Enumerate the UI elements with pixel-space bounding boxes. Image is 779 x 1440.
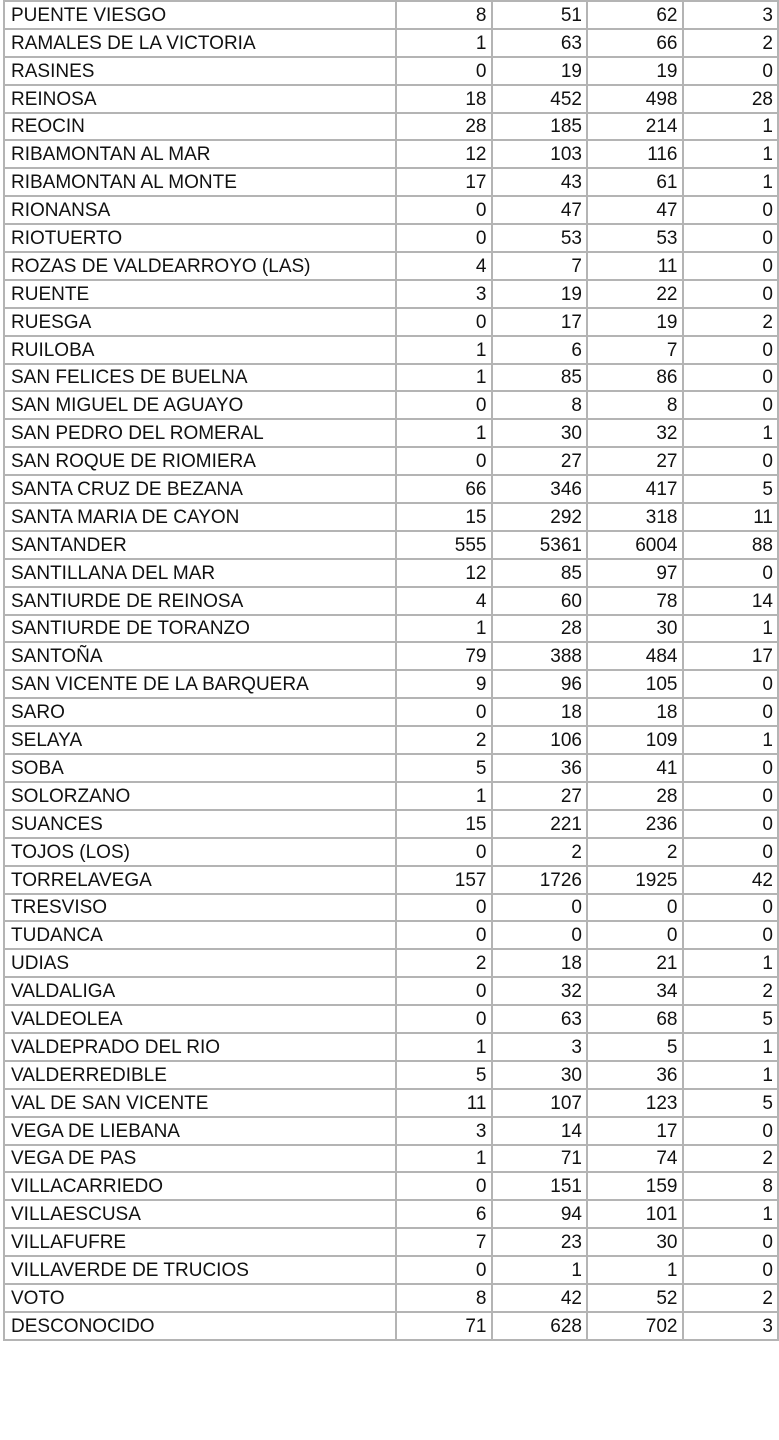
value-cell-2[interactable]: 19 xyxy=(492,57,588,85)
municipality-name-cell[interactable]: TOJOS (LOS) xyxy=(4,838,396,866)
value-cell-3[interactable]: 52 xyxy=(587,1284,683,1312)
value-cell-1[interactable]: 0 xyxy=(396,1256,492,1284)
value-cell-2[interactable]: 53 xyxy=(492,224,588,252)
table-row xyxy=(4,866,778,894)
value-cell-2[interactable]: 8 xyxy=(492,391,588,419)
value-cell-3[interactable]: 86 xyxy=(587,364,683,392)
municipality-name-cell[interactable]: SANTA CRUZ DE BEZANA xyxy=(4,475,396,503)
value-cell-4[interactable]: 0 xyxy=(683,1228,779,1256)
value-cell-4[interactable]: 2 xyxy=(683,977,779,1005)
value-cell-2[interactable]: 628 xyxy=(492,1312,588,1340)
table-row xyxy=(4,29,778,57)
value-cell-2[interactable]: 103 xyxy=(492,140,588,168)
value-cell-3[interactable]: 32 xyxy=(587,419,683,447)
municipality-name-cell[interactable]: VALDALIGA xyxy=(4,977,396,1005)
value-cell-3[interactable]: 19 xyxy=(587,57,683,85)
value-cell-1[interactable]: 66 xyxy=(396,475,492,503)
table-row xyxy=(4,1228,778,1256)
value-cell-3[interactable]: 116 xyxy=(587,140,683,168)
municipality-name-cell[interactable]: SOLORZANO xyxy=(4,782,396,810)
table-row xyxy=(4,782,778,810)
value-cell-4[interactable]: 0 xyxy=(683,57,779,85)
value-cell-4[interactable]: 5 xyxy=(683,1005,779,1033)
municipality-name-cell[interactable]: SANTA MARIA DE CAYON xyxy=(4,503,396,531)
value-cell-2[interactable]: 388 xyxy=(492,642,588,670)
value-cell-3[interactable]: 34 xyxy=(587,977,683,1005)
value-cell-2[interactable]: 96 xyxy=(492,670,588,698)
value-cell-1[interactable]: 0 xyxy=(396,57,492,85)
value-cell-1[interactable]: 0 xyxy=(396,698,492,726)
value-cell-1[interactable]: 0 xyxy=(396,447,492,475)
value-cell-3[interactable]: 18 xyxy=(587,698,683,726)
value-cell-3[interactable]: 6004 xyxy=(587,531,683,559)
value-cell-4[interactable]: 0 xyxy=(683,921,779,949)
value-cell-4[interactable]: 0 xyxy=(683,782,779,810)
value-cell-3[interactable]: 41 xyxy=(587,754,683,782)
table-row xyxy=(4,642,778,670)
municipality-name-cell[interactable]: SAN ROQUE DE RIOMIERA xyxy=(4,447,396,475)
table-row xyxy=(4,1312,778,1340)
value-cell-4[interactable]: 0 xyxy=(683,391,779,419)
value-cell-2[interactable]: 30 xyxy=(492,419,588,447)
municipality-name-cell[interactable]: SANTILLANA DEL MAR xyxy=(4,559,396,587)
value-cell-1[interactable]: 15 xyxy=(396,503,492,531)
value-cell-3[interactable]: 17 xyxy=(587,1117,683,1145)
value-cell-3[interactable]: 21 xyxy=(587,949,683,977)
table-row xyxy=(4,1089,778,1117)
value-cell-2[interactable]: 63 xyxy=(492,1005,588,1033)
table-row xyxy=(4,921,778,949)
value-cell-2[interactable]: 18 xyxy=(492,698,588,726)
table-row xyxy=(4,1033,778,1061)
value-cell-1[interactable]: 0 xyxy=(396,391,492,419)
value-cell-1[interactable]: 1 xyxy=(396,1033,492,1061)
value-cell-1[interactable]: 0 xyxy=(396,308,492,336)
value-cell-1[interactable]: 4 xyxy=(396,252,492,280)
value-cell-4[interactable]: 0 xyxy=(683,196,779,224)
municipality-name-cell[interactable]: VAL DE SAN VICENTE xyxy=(4,1089,396,1117)
value-cell-2[interactable]: 151 xyxy=(492,1172,588,1200)
value-cell-3[interactable]: 28 xyxy=(587,782,683,810)
value-cell-3[interactable]: 0 xyxy=(587,894,683,922)
value-cell-4[interactable]: 0 xyxy=(683,1117,779,1145)
value-cell-3[interactable]: 0 xyxy=(587,921,683,949)
municipality-name-cell[interactable]: SANTOÑA xyxy=(4,642,396,670)
table-row xyxy=(4,1061,778,1089)
value-cell-3[interactable]: 22 xyxy=(587,280,683,308)
value-cell-2[interactable]: 51 xyxy=(492,1,588,29)
table-row xyxy=(4,1117,778,1145)
value-cell-4[interactable]: 1 xyxy=(683,1033,779,1061)
value-cell-1[interactable]: 5 xyxy=(396,754,492,782)
value-cell-4[interactable]: 8 xyxy=(683,1172,779,1200)
value-cell-3[interactable]: 27 xyxy=(587,447,683,475)
municipality-name-cell[interactable]: RIOTUERTO xyxy=(4,224,396,252)
value-cell-2[interactable]: 28 xyxy=(492,615,588,643)
value-cell-1[interactable]: 1 xyxy=(396,29,492,57)
value-cell-4[interactable]: 0 xyxy=(683,1256,779,1284)
value-cell-2[interactable]: 63 xyxy=(492,29,588,57)
value-cell-1[interactable]: 12 xyxy=(396,140,492,168)
value-cell-1[interactable]: 555 xyxy=(396,531,492,559)
municipality-name-cell[interactable]: VEGA DE LIEBANA xyxy=(4,1117,396,1145)
value-cell-1[interactable]: 0 xyxy=(396,838,492,866)
table-row xyxy=(4,949,778,977)
value-cell-1[interactable]: 8 xyxy=(396,1,492,29)
value-cell-1[interactable]: 0 xyxy=(396,894,492,922)
municipality-name-cell[interactable]: VALDERREDIBLE xyxy=(4,1061,396,1089)
value-cell-2[interactable]: 5361 xyxy=(492,531,588,559)
value-cell-3[interactable]: 30 xyxy=(587,1228,683,1256)
municipality-name-cell[interactable]: VILLAESCUSA xyxy=(4,1200,396,1228)
value-cell-2[interactable]: 36 xyxy=(492,754,588,782)
value-cell-2[interactable]: 106 xyxy=(492,726,588,754)
value-cell-1[interactable]: 1 xyxy=(396,419,492,447)
value-cell-4[interactable]: 1 xyxy=(683,949,779,977)
municipality-name-cell[interactable]: PUENTE VIESGO xyxy=(4,1,396,29)
value-cell-3[interactable]: 2 xyxy=(587,838,683,866)
value-cell-4[interactable]: 0 xyxy=(683,364,779,392)
value-cell-1[interactable]: 0 xyxy=(396,977,492,1005)
value-cell-1[interactable]: 28 xyxy=(396,113,492,141)
value-cell-4[interactable]: 14 xyxy=(683,587,779,615)
value-cell-2[interactable]: 17 xyxy=(492,308,588,336)
table-row xyxy=(4,1200,778,1228)
municipality-name-cell[interactable]: RASINES xyxy=(4,57,396,85)
value-cell-4[interactable]: 0 xyxy=(683,559,779,587)
value-cell-2[interactable]: 107 xyxy=(492,1089,588,1117)
table-row xyxy=(4,196,778,224)
value-cell-4[interactable]: 0 xyxy=(683,224,779,252)
table-row xyxy=(4,1,778,29)
value-cell-2[interactable]: 1 xyxy=(492,1256,588,1284)
value-cell-4[interactable]: 1 xyxy=(683,1200,779,1228)
municipality-name-cell[interactable]: SAN PEDRO DEL ROMERAL xyxy=(4,419,396,447)
value-cell-2[interactable]: 14 xyxy=(492,1117,588,1145)
value-cell-4[interactable]: 1 xyxy=(683,140,779,168)
table-row xyxy=(4,754,778,782)
value-cell-4[interactable]: 0 xyxy=(683,252,779,280)
value-cell-3[interactable]: 97 xyxy=(587,559,683,587)
value-cell-4[interactable]: 0 xyxy=(683,670,779,698)
value-cell-1[interactable]: 18 xyxy=(396,85,492,113)
municipality-name-cell[interactable]: SAN VICENTE DE LA BARQUERA xyxy=(4,670,396,698)
value-cell-3[interactable]: 66 xyxy=(587,29,683,57)
value-cell-3[interactable]: 7 xyxy=(587,336,683,364)
value-cell-1[interactable]: 7 xyxy=(396,1228,492,1256)
table-row xyxy=(4,1145,778,1173)
value-cell-3[interactable]: 159 xyxy=(587,1172,683,1200)
value-cell-4[interactable]: 2 xyxy=(683,308,779,336)
value-cell-4[interactable]: 11 xyxy=(683,503,779,531)
value-cell-4[interactable]: 5 xyxy=(683,1089,779,1117)
table-row xyxy=(4,1172,778,1200)
value-cell-4[interactable]: 0 xyxy=(683,754,779,782)
municipality-name-cell[interactable]: SANTIURDE DE REINOSA xyxy=(4,587,396,615)
value-cell-4[interactable]: 17 xyxy=(683,642,779,670)
value-cell-4[interactable]: 5 xyxy=(683,475,779,503)
value-cell-2[interactable]: 60 xyxy=(492,587,588,615)
value-cell-1[interactable]: 1 xyxy=(396,782,492,810)
table-body xyxy=(4,1,778,1340)
value-cell-3[interactable]: 5 xyxy=(587,1033,683,1061)
value-cell-1[interactable]: 9 xyxy=(396,670,492,698)
value-cell-1[interactable]: 1 xyxy=(396,364,492,392)
table-row xyxy=(4,224,778,252)
municipality-name-cell[interactable]: VILLAVERDE DE TRUCIOS xyxy=(4,1256,396,1284)
table-row xyxy=(4,615,778,643)
municipality-name-cell[interactable]: VEGA DE PAS xyxy=(4,1145,396,1173)
table-row xyxy=(4,308,778,336)
municipality-name-cell[interactable]: RAMALES DE LA VICTORIA xyxy=(4,29,396,57)
municipality-table xyxy=(3,0,779,1341)
value-cell-4[interactable]: 1 xyxy=(683,168,779,196)
value-cell-3[interactable]: 498 xyxy=(587,85,683,113)
value-cell-3[interactable]: 318 xyxy=(587,503,683,531)
value-cell-2[interactable]: 3 xyxy=(492,1033,588,1061)
value-cell-4[interactable]: 1 xyxy=(683,113,779,141)
table-row xyxy=(4,894,778,922)
value-cell-4[interactable]: 2 xyxy=(683,1284,779,1312)
table-row xyxy=(4,391,778,419)
value-cell-3[interactable]: 417 xyxy=(587,475,683,503)
table-row xyxy=(4,559,778,587)
municipality-name-cell[interactable]: SARO xyxy=(4,698,396,726)
table-row xyxy=(4,475,778,503)
table-row xyxy=(4,838,778,866)
value-cell-4[interactable]: 2 xyxy=(683,29,779,57)
value-cell-4[interactable]: 1 xyxy=(683,615,779,643)
municipality-name-cell[interactable]: VILLAFUFRE xyxy=(4,1228,396,1256)
value-cell-3[interactable]: 105 xyxy=(587,670,683,698)
municipality-name-cell[interactable]: SANTIURDE DE TORANZO xyxy=(4,615,396,643)
value-cell-1[interactable]: 17 xyxy=(396,168,492,196)
value-cell-4[interactable]: 42 xyxy=(683,866,779,894)
value-cell-3[interactable]: 74 xyxy=(587,1145,683,1173)
value-cell-3[interactable]: 484 xyxy=(587,642,683,670)
value-cell-1[interactable]: 0 xyxy=(396,1005,492,1033)
table-row xyxy=(4,140,778,168)
value-cell-3[interactable]: 53 xyxy=(587,224,683,252)
value-cell-4[interactable]: 2 xyxy=(683,1145,779,1173)
value-cell-2[interactable]: 18 xyxy=(492,949,588,977)
value-cell-1[interactable]: 3 xyxy=(396,1117,492,1145)
value-cell-4[interactable]: 0 xyxy=(683,698,779,726)
value-cell-1[interactable]: 3 xyxy=(396,280,492,308)
value-cell-2[interactable]: 43 xyxy=(492,168,588,196)
table-row xyxy=(4,364,778,392)
table-row xyxy=(4,336,778,364)
table-row xyxy=(4,113,778,141)
table-row xyxy=(4,85,778,113)
value-cell-3[interactable]: 47 xyxy=(587,196,683,224)
value-cell-2[interactable]: 185 xyxy=(492,113,588,141)
value-cell-2[interactable]: 221 xyxy=(492,810,588,838)
municipality-name-cell[interactable]: RIBAMONTAN AL MAR xyxy=(4,140,396,168)
municipality-name-cell[interactable]: TRESVISO xyxy=(4,894,396,922)
value-cell-1[interactable]: 71 xyxy=(396,1312,492,1340)
value-cell-2[interactable]: 346 xyxy=(492,475,588,503)
value-cell-2[interactable]: 85 xyxy=(492,364,588,392)
value-cell-2[interactable]: 0 xyxy=(492,894,588,922)
value-cell-2[interactable]: 23 xyxy=(492,1228,588,1256)
value-cell-3[interactable]: 236 xyxy=(587,810,683,838)
municipality-name-cell[interactable]: UDIAS xyxy=(4,949,396,977)
table-row xyxy=(4,531,778,559)
value-cell-4[interactable]: 1 xyxy=(683,1061,779,1089)
value-cell-4[interactable]: 0 xyxy=(683,447,779,475)
value-cell-1[interactable]: 15 xyxy=(396,810,492,838)
value-cell-2[interactable]: 94 xyxy=(492,1200,588,1228)
value-cell-4[interactable]: 0 xyxy=(683,838,779,866)
municipality-name-cell[interactable]: RIONANSA xyxy=(4,196,396,224)
municipality-name-cell[interactable]: VOTO xyxy=(4,1284,396,1312)
municipality-name-cell[interactable]: TUDANCA xyxy=(4,921,396,949)
value-cell-2[interactable]: 32 xyxy=(492,977,588,1005)
value-cell-4[interactable]: 0 xyxy=(683,336,779,364)
value-cell-1[interactable]: 157 xyxy=(396,866,492,894)
value-cell-4[interactable]: 0 xyxy=(683,280,779,308)
table-row xyxy=(4,726,778,754)
value-cell-4[interactable]: 0 xyxy=(683,894,779,922)
value-cell-3[interactable]: 1925 xyxy=(587,866,683,894)
value-cell-1[interactable]: 0 xyxy=(396,224,492,252)
value-cell-4[interactable]: 1 xyxy=(683,726,779,754)
value-cell-3[interactable]: 61 xyxy=(587,168,683,196)
value-cell-2[interactable]: 0 xyxy=(492,921,588,949)
value-cell-1[interactable]: 79 xyxy=(396,642,492,670)
value-cell-2[interactable]: 42 xyxy=(492,1284,588,1312)
value-cell-3[interactable]: 19 xyxy=(587,308,683,336)
table-row xyxy=(4,670,778,698)
municipality-name-cell[interactable]: TORRELAVEGA xyxy=(4,866,396,894)
value-cell-1[interactable]: 5 xyxy=(396,1061,492,1089)
value-cell-2[interactable]: 47 xyxy=(492,196,588,224)
value-cell-2[interactable]: 71 xyxy=(492,1145,588,1173)
table-row xyxy=(4,447,778,475)
value-cell-1[interactable]: 2 xyxy=(396,726,492,754)
value-cell-3[interactable]: 702 xyxy=(587,1312,683,1340)
value-cell-1[interactable]: 1 xyxy=(396,336,492,364)
table-row xyxy=(4,1005,778,1033)
table-row xyxy=(4,698,778,726)
table-row xyxy=(4,252,778,280)
value-cell-4[interactable]: 0 xyxy=(683,810,779,838)
table-row xyxy=(4,587,778,615)
municipality-data-sheet xyxy=(3,0,777,1341)
value-cell-3[interactable]: 78 xyxy=(587,587,683,615)
table-row xyxy=(4,810,778,838)
value-cell-1[interactable]: 4 xyxy=(396,587,492,615)
value-cell-1[interactable]: 8 xyxy=(396,1284,492,1312)
value-cell-2[interactable]: 19 xyxy=(492,280,588,308)
municipality-name-cell[interactable]: SANTANDER xyxy=(4,531,396,559)
value-cell-3[interactable]: 1 xyxy=(587,1256,683,1284)
table-row xyxy=(4,419,778,447)
municipality-name-cell[interactable]: VILLACARRIEDO xyxy=(4,1172,396,1200)
table-row xyxy=(4,57,778,85)
value-cell-3[interactable]: 123 xyxy=(587,1089,683,1117)
value-cell-3[interactable]: 30 xyxy=(587,615,683,643)
municipality-name-cell[interactable]: VALDEOLEA xyxy=(4,1005,396,1033)
value-cell-3[interactable]: 101 xyxy=(587,1200,683,1228)
value-cell-2[interactable]: 292 xyxy=(492,503,588,531)
value-cell-2[interactable]: 30 xyxy=(492,1061,588,1089)
value-cell-1[interactable]: 0 xyxy=(396,1172,492,1200)
value-cell-1[interactable]: 0 xyxy=(396,921,492,949)
value-cell-2[interactable]: 6 xyxy=(492,336,588,364)
municipality-name-cell[interactable]: RIBAMONTAN AL MONTE xyxy=(4,168,396,196)
municipality-name-cell[interactable]: RUILOBA xyxy=(4,336,396,364)
value-cell-2[interactable]: 27 xyxy=(492,782,588,810)
table-row xyxy=(4,168,778,196)
municipality-name-cell[interactable]: DESCONOCIDO xyxy=(4,1312,396,1340)
value-cell-1[interactable]: 1 xyxy=(396,1145,492,1173)
value-cell-1[interactable]: 12 xyxy=(396,559,492,587)
value-cell-2[interactable]: 1726 xyxy=(492,866,588,894)
value-cell-4[interactable]: 28 xyxy=(683,85,779,113)
municipality-name-cell[interactable]: SELAYA xyxy=(4,726,396,754)
municipality-name-cell[interactable]: REINOSA xyxy=(4,85,396,113)
value-cell-3[interactable]: 36 xyxy=(587,1061,683,1089)
value-cell-2[interactable]: 7 xyxy=(492,252,588,280)
table-row xyxy=(4,1284,778,1312)
value-cell-3[interactable]: 8 xyxy=(587,391,683,419)
value-cell-4[interactable]: 1 xyxy=(683,419,779,447)
municipality-name-cell[interactable]: REOCIN xyxy=(4,113,396,141)
municipality-name-cell[interactable]: SUANCES xyxy=(4,810,396,838)
table-row xyxy=(4,280,778,308)
municipality-name-cell[interactable]: SAN MIGUEL DE AGUAYO xyxy=(4,391,396,419)
table-row xyxy=(4,977,778,1005)
value-cell-4[interactable]: 3 xyxy=(683,1312,779,1340)
value-cell-2[interactable]: 27 xyxy=(492,447,588,475)
value-cell-4[interactable]: 88 xyxy=(683,531,779,559)
municipality-name-cell[interactable]: VALDEPRADO DEL RIO xyxy=(4,1033,396,1061)
municipality-name-cell[interactable]: RUENTE xyxy=(4,280,396,308)
value-cell-2[interactable]: 2 xyxy=(492,838,588,866)
table-row xyxy=(4,503,778,531)
value-cell-3[interactable]: 68 xyxy=(587,1005,683,1033)
value-cell-3[interactable]: 214 xyxy=(587,113,683,141)
value-cell-2[interactable]: 85 xyxy=(492,559,588,587)
municipality-name-cell[interactable]: RUESGA xyxy=(4,308,396,336)
value-cell-1[interactable]: 1 xyxy=(396,615,492,643)
value-cell-2[interactable]: 452 xyxy=(492,85,588,113)
value-cell-1[interactable]: 0 xyxy=(396,196,492,224)
municipality-name-cell[interactable]: ROZAS DE VALDEARROYO (LAS) xyxy=(4,252,396,280)
value-cell-4[interactable]: 3 xyxy=(683,1,779,29)
value-cell-1[interactable]: 6 xyxy=(396,1200,492,1228)
municipality-name-cell[interactable]: SOBA xyxy=(4,754,396,782)
table-row xyxy=(4,1256,778,1284)
value-cell-3[interactable]: 62 xyxy=(587,1,683,29)
value-cell-1[interactable]: 2 xyxy=(396,949,492,977)
value-cell-3[interactable]: 11 xyxy=(587,252,683,280)
municipality-name-cell[interactable]: SAN FELICES DE BUELNA xyxy=(4,364,396,392)
value-cell-3[interactable]: 109 xyxy=(587,726,683,754)
value-cell-1[interactable]: 11 xyxy=(396,1089,492,1117)
